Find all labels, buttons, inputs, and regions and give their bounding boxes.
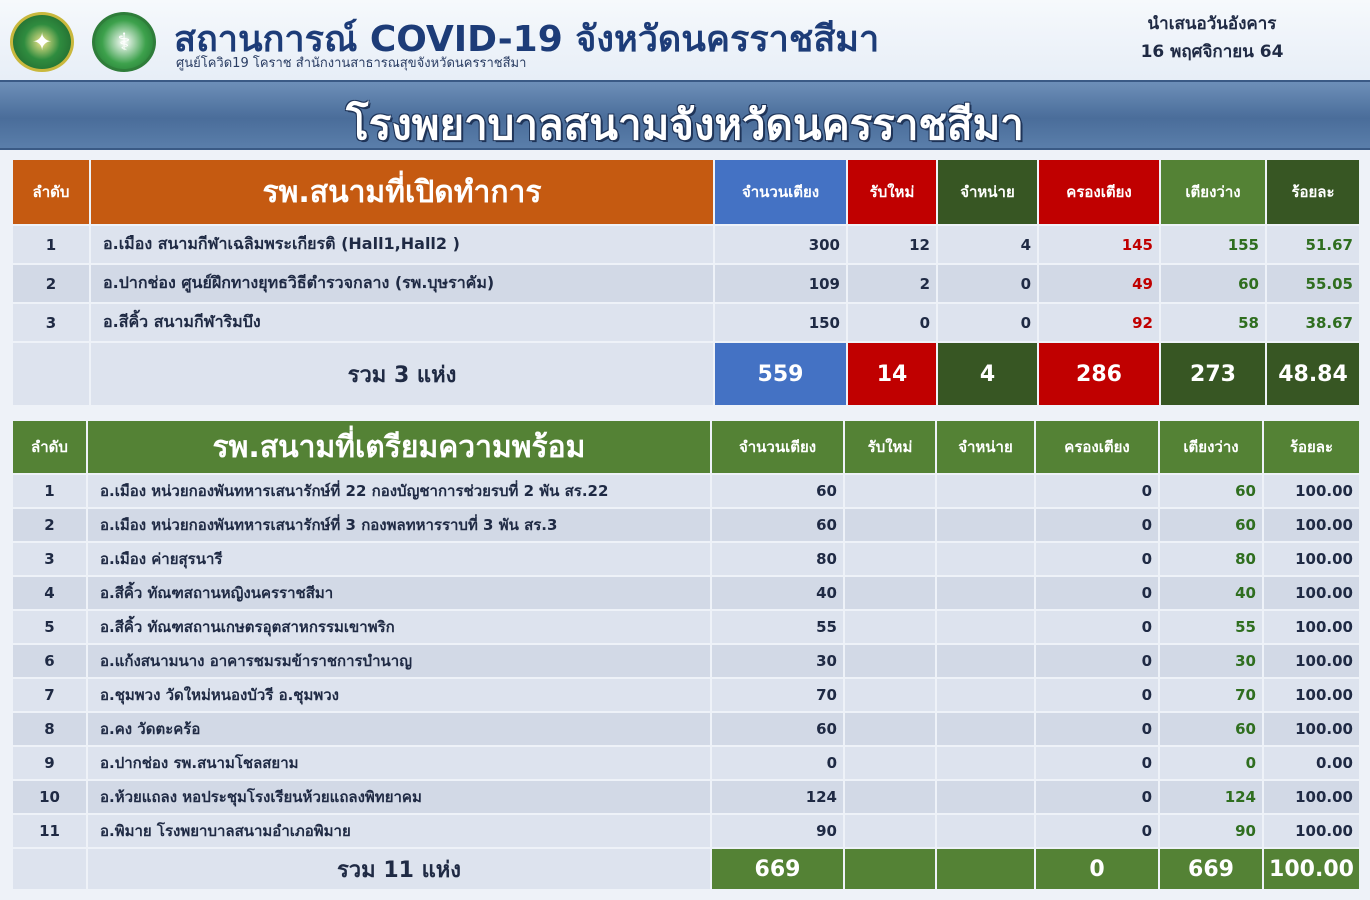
row-index: 5 [13, 611, 86, 643]
row-name: อ.เมือง ค่ายสุรนารี [88, 543, 710, 575]
row-new [845, 509, 935, 541]
row-vacant: 124 [1160, 781, 1262, 813]
table-row [13, 679, 1359, 711]
row-vacant: 55 [1160, 611, 1262, 643]
row-occupied: 0 [1036, 645, 1158, 677]
table-header-row [13, 421, 1359, 473]
row-vacant: 60 [1160, 509, 1262, 541]
row-percent: 51.67 [1267, 226, 1359, 263]
row-vacant: 155 [1161, 226, 1265, 263]
presentation-date [1112, 10, 1312, 66]
header-discharged: จำหน่าย [937, 421, 1034, 473]
row-name: อ.เมือง สนามกีฬาเฉลิมพระเกียรติ (Hall1,Hall2 ) [91, 226, 713, 263]
row-new [845, 645, 935, 677]
table-row [13, 781, 1359, 813]
header-index: ลำดับ [13, 160, 89, 224]
total-label: รวม 11 แห่ง [88, 849, 710, 889]
row-name: อ.สีคิ้ว ทัณฑสถานหญิงนครราชสีมา [88, 577, 710, 609]
row-occupied: 0 [1036, 679, 1158, 711]
row-percent: 0.00 [1264, 747, 1359, 779]
row-percent: 100.00 [1264, 815, 1359, 847]
table-row [13, 611, 1359, 643]
table-row [13, 747, 1359, 779]
row-index: 4 [13, 577, 86, 609]
row-beds: 300 [715, 226, 846, 263]
row-name: อ.แก้งสนามนาง อาคารชมรมข้าราชการบำนาญ [88, 645, 710, 677]
header-beds: จำนวนเตียง [715, 160, 846, 224]
row-name: อ.คง วัดตะคร้อ [88, 713, 710, 745]
header-name: รพ.สนามที่เปิดทำการ [91, 160, 713, 224]
row-vacant: 58 [1161, 304, 1265, 341]
row-name: อ.เมือง หน่วยกองพันทหารเสนารักษ์ที่ 3 กองพลทหารราบที่ 3 พัน สร.3 [88, 509, 710, 541]
row-beds: 70 [712, 679, 843, 711]
row-beds: 150 [715, 304, 846, 341]
row-new [845, 543, 935, 575]
row-index: 1 [13, 226, 89, 263]
total-new: 14 [848, 343, 936, 405]
row-vacant: 60 [1160, 713, 1262, 745]
row-index: 2 [13, 509, 86, 541]
row-name: อ.เมือง หน่วยกองพันทหารเสนารักษ์ที่ 22 กองบัญชาการช่วยรบที่ 2 พัน สร.22 [88, 475, 710, 507]
row-percent: 55.05 [1267, 265, 1359, 302]
row-new [845, 747, 935, 779]
row-name: อ.ห้วยแถลง หอประชุมโรงเรียนห้วยแถลงพิทยาคม [88, 781, 710, 813]
row-index: 2 [13, 265, 89, 302]
row-index: 1 [13, 475, 86, 507]
row-new [845, 679, 935, 711]
total-row [13, 849, 1359, 889]
total-occupied: 0 [1036, 849, 1158, 889]
row-name: อ.พิมาย โรงพยาบาลสนามอำเภอพิมาย [88, 815, 710, 847]
row-discharged [937, 713, 1034, 745]
row-percent: 100.00 [1264, 611, 1359, 643]
row-discharged [937, 509, 1034, 541]
header-new: รับใหม่ [848, 160, 936, 224]
row-discharged [937, 781, 1034, 813]
table-row [13, 815, 1359, 847]
row-discharged [937, 747, 1034, 779]
total-index-cell [13, 343, 89, 405]
table-header-row [13, 160, 1359, 224]
row-occupied: 0 [1036, 543, 1158, 575]
row-beds: 80 [712, 543, 843, 575]
row-index: 8 [13, 713, 86, 745]
total-new [845, 849, 935, 889]
row-occupied: 0 [1036, 475, 1158, 507]
row-beds: 55 [712, 611, 843, 643]
row-new: 2 [848, 265, 936, 302]
row-index: 3 [13, 543, 86, 575]
total-vacant: 669 [1160, 849, 1262, 889]
date-text: 16 พฤศจิกายน 64 [1140, 42, 1284, 62]
row-discharged: 0 [938, 304, 1037, 341]
total-row [13, 343, 1359, 405]
header-beds: จำนวนเตียง [712, 421, 843, 473]
row-index: 6 [13, 645, 86, 677]
row-occupied: 0 [1036, 577, 1158, 609]
row-new [845, 781, 935, 813]
presented-label: นำเสนอวันอังคาร [1147, 14, 1277, 34]
ministry-of-public-health-logo: ⚕ [92, 12, 156, 72]
header-occupied: ครองเตียง [1036, 421, 1158, 473]
row-vacant: 90 [1160, 815, 1262, 847]
header-index: ลำดับ [13, 421, 86, 473]
row-index: 11 [13, 815, 86, 847]
row-percent: 100.00 [1264, 781, 1359, 813]
table-row [13, 713, 1359, 745]
total-beds: 559 [715, 343, 846, 405]
table-row [13, 543, 1359, 575]
row-occupied: 0 [1036, 713, 1158, 745]
provincial-seal-logo: ✦ [10, 12, 74, 72]
total-occupied: 286 [1039, 343, 1159, 405]
row-vacant: 80 [1160, 543, 1262, 575]
section-banner [0, 80, 1370, 150]
row-occupied: 0 [1036, 747, 1158, 779]
row-discharged [937, 815, 1034, 847]
table-row [13, 509, 1359, 541]
table-row [13, 577, 1359, 609]
row-beds: 109 [715, 265, 846, 302]
row-discharged [937, 475, 1034, 507]
row-occupied: 92 [1039, 304, 1159, 341]
row-index: 9 [13, 747, 86, 779]
row-discharged [937, 577, 1034, 609]
row-beds: 0 [712, 747, 843, 779]
row-discharged: 4 [938, 226, 1037, 263]
row-new [845, 577, 935, 609]
header-vacant: เตียงว่าง [1160, 421, 1262, 473]
row-occupied: 0 [1036, 781, 1158, 813]
row-vacant: 40 [1160, 577, 1262, 609]
banner-title: โรงพยาบาลสนามจังหวัดนครราชสีมา [346, 100, 1024, 149]
row-vacant: 60 [1161, 265, 1265, 302]
row-discharged [937, 679, 1034, 711]
row-percent: 100.00 [1264, 713, 1359, 745]
row-new [845, 815, 935, 847]
total-beds: 669 [712, 849, 843, 889]
row-vacant: 70 [1160, 679, 1262, 711]
row-occupied: 0 [1036, 509, 1158, 541]
row-new: 0 [848, 304, 936, 341]
row-percent: 100.00 [1264, 645, 1359, 677]
table-row [13, 475, 1359, 507]
header-vacant: เตียงว่าง [1161, 160, 1265, 224]
row-name: อ.ปากช่อง ศูนย์ฝึกทางยุทธวิธีตำรวจกลาง (รพ.บุษราคัม) [91, 265, 713, 302]
row-discharged: 0 [938, 265, 1037, 302]
table-row [13, 645, 1359, 677]
row-beds: 30 [712, 645, 843, 677]
row-name: อ.ชุมพวง วัดใหม่หนองบัวรี อ.ชุมพวง [88, 679, 710, 711]
total-vacant: 273 [1161, 343, 1265, 405]
row-beds: 124 [712, 781, 843, 813]
page-title: สถานการณ์ COVID-19 จังหวัดนครราชสีมา [174, 19, 880, 60]
row-name: อ.ปากช่อง รพ.สนามโชลสยาม [88, 747, 710, 779]
header-discharged: จำหน่าย [938, 160, 1037, 224]
header-name: รพ.สนามที่เตรียมความพร้อม [88, 421, 710, 473]
header-percent: ร้อยละ [1264, 421, 1359, 473]
table-row [13, 304, 1359, 341]
row-occupied: 49 [1039, 265, 1159, 302]
row-percent: 100.00 [1264, 475, 1359, 507]
total-discharged [937, 849, 1034, 889]
row-percent: 100.00 [1264, 679, 1359, 711]
row-name: อ.สีคิ้ว ทัณฑสถานเกษตรอุตสาหกรรมเขาพริก [88, 611, 710, 643]
row-beds: 60 [712, 475, 843, 507]
open-field-hospitals-table [11, 158, 1361, 407]
row-discharged [937, 645, 1034, 677]
row-occupied: 0 [1036, 611, 1158, 643]
row-index: 10 [13, 781, 86, 813]
row-beds: 90 [712, 815, 843, 847]
row-vacant: 60 [1160, 475, 1262, 507]
row-percent: 100.00 [1264, 543, 1359, 575]
row-new [845, 475, 935, 507]
row-index: 7 [13, 679, 86, 711]
prepared-field-hospitals-table [11, 419, 1361, 891]
row-new [845, 611, 935, 643]
row-vacant: 0 [1160, 747, 1262, 779]
row-occupied: 145 [1039, 226, 1159, 263]
total-discharged: 4 [938, 343, 1037, 405]
row-discharged [937, 543, 1034, 575]
total-percent: 48.84 [1267, 343, 1359, 405]
total-percent: 100.00 [1264, 849, 1359, 889]
table-row [13, 265, 1359, 302]
total-index-cell [13, 849, 86, 889]
header-percent: ร้อยละ [1267, 160, 1359, 224]
total-label: รวม 3 แห่ง [91, 343, 713, 405]
header-occupied: ครองเตียง [1039, 160, 1159, 224]
row-name: อ.สีคิ้ว สนามกีฬาริมบึง [91, 304, 713, 341]
row-percent: 100.00 [1264, 509, 1359, 541]
header-new: รับใหม่ [845, 421, 935, 473]
row-occupied: 0 [1036, 815, 1158, 847]
page-header [0, 0, 1370, 80]
row-beds: 40 [712, 577, 843, 609]
row-vacant: 30 [1160, 645, 1262, 677]
row-discharged [937, 611, 1034, 643]
row-beds: 60 [712, 713, 843, 745]
page-subtitle: ศูนย์โควิด19 โคราช สำนักงานสาธารณสุขจังหวัดนครราชสีมา [176, 56, 527, 71]
row-percent: 38.67 [1267, 304, 1359, 341]
row-beds: 60 [712, 509, 843, 541]
row-percent: 100.00 [1264, 577, 1359, 609]
row-new [845, 713, 935, 745]
table-row [13, 226, 1359, 263]
row-new: 12 [848, 226, 936, 263]
row-index: 3 [13, 304, 89, 341]
